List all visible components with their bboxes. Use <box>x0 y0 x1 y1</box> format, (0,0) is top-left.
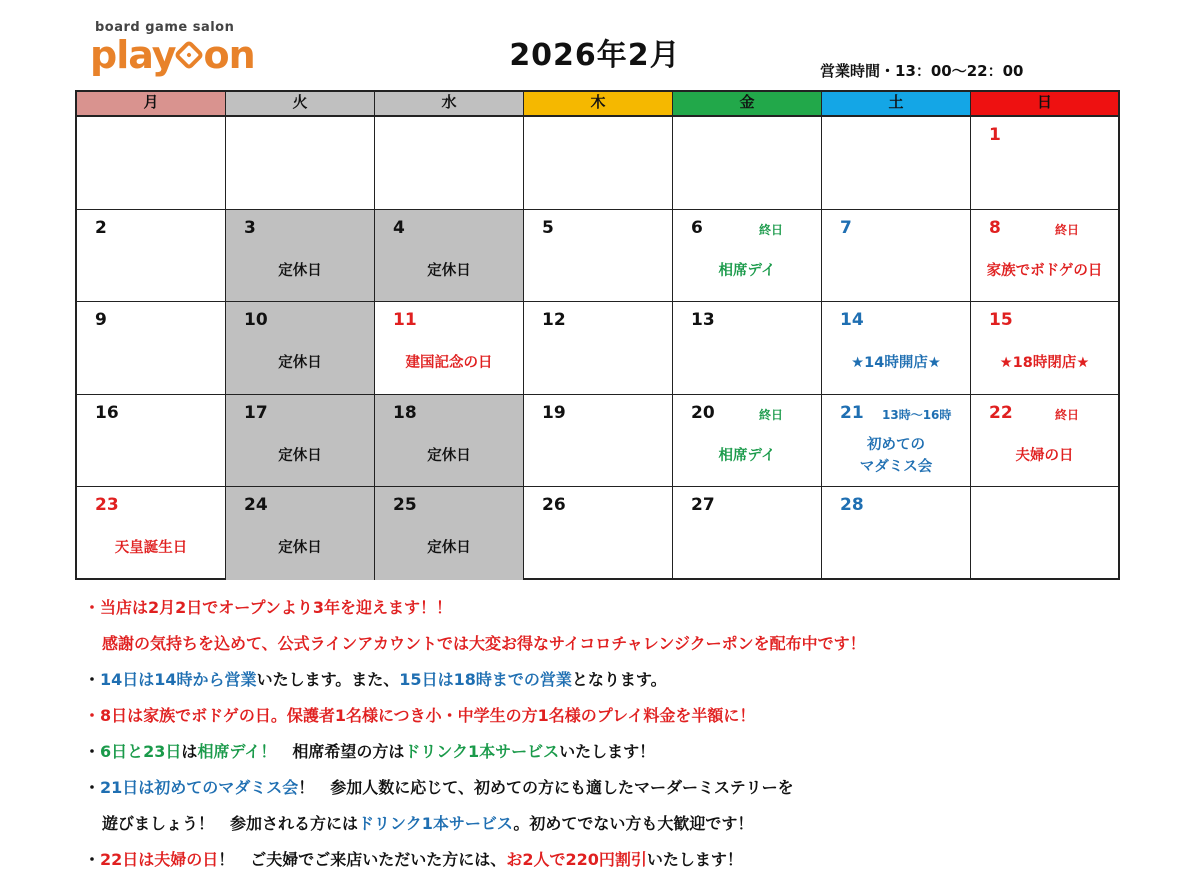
note-line: 定休日 <box>427 540 471 557</box>
day-cell <box>822 210 971 303</box>
day-number: 20 <box>691 402 715 423</box>
note-segment: 相席デイ！ <box>197 742 277 761</box>
day-number: 11 <box>393 310 417 331</box>
day-number: 21 <box>840 402 864 423</box>
note-segment: ・8日は家族でボドゲの日。保護者1名様につき小・中学生の方1名様のプレイ料金を半額に！ <box>84 706 756 725</box>
day-cell <box>971 210 1118 303</box>
day-number: 5 <box>542 217 554 238</box>
note-line: 定休日 <box>278 355 322 372</box>
day-cell <box>524 210 673 303</box>
note-item <box>84 740 1144 776</box>
event-note <box>822 352 970 374</box>
day-cell <box>375 117 524 210</box>
note-item <box>84 668 1144 704</box>
day-cell <box>673 117 822 210</box>
day-cell <box>822 117 971 210</box>
day-tag: 終日 <box>759 222 784 237</box>
day-number: 25 <box>393 495 417 516</box>
closed-label <box>375 537 523 559</box>
note-segment: ！ 参加人数に応じて、初めての方にも適したマーダーミステリーを <box>298 778 794 797</box>
note-segment: お2人で220円割引 <box>506 850 647 869</box>
day-cell <box>971 117 1118 210</box>
note-segment: 感謝の気持ちを込めて、公式ラインアカウントでは大変お得なサイコロチャレンジクーポンを配布中です！ <box>102 634 866 653</box>
day-number: 23 <box>95 495 119 516</box>
page-title: 2026年2月 <box>509 38 681 73</box>
day-tag: 13時〜16時 <box>882 407 952 422</box>
day-number: 26 <box>542 495 566 516</box>
day-cell <box>77 395 226 488</box>
note-segment: 。初めてでない方も大歓迎です！ <box>513 814 754 833</box>
notes-list <box>84 596 1144 884</box>
note-segment: いたします。また、 <box>256 670 400 689</box>
weekday-header: 金 <box>673 92 822 117</box>
day-number: 18 <box>393 402 417 423</box>
day-cell <box>971 395 1118 488</box>
note-segment: ・ <box>84 778 101 797</box>
note-line: 初めての <box>867 436 925 453</box>
weekday-header: 土 <box>822 92 971 117</box>
note-line: 定休日 <box>427 447 471 464</box>
day-cell <box>375 395 524 488</box>
day-number: 2 <box>95 217 107 238</box>
note-item <box>84 596 1144 632</box>
day-cell <box>226 487 375 580</box>
event-note <box>673 445 821 467</box>
logo-word-left: play <box>90 33 176 77</box>
day-number: 4 <box>393 217 405 238</box>
day-cell <box>375 302 524 395</box>
note-segment: いたします！ <box>559 742 656 761</box>
note-segment: ドリンク1本サービス <box>404 742 560 761</box>
note-line: 家族でボドゲの日 <box>986 262 1103 279</box>
note-segment: 15日は18時までの営業 <box>399 670 572 689</box>
weekday-header: 火 <box>226 92 375 117</box>
note-line: 定休日 <box>427 262 471 279</box>
day-number: 13 <box>691 310 715 331</box>
note-segment: は <box>181 742 198 761</box>
day-cell <box>822 487 971 580</box>
closed-label <box>226 352 374 374</box>
day-cell <box>226 117 375 210</box>
day-cell <box>77 210 226 303</box>
note-segment: 14日は14時から営業 <box>100 670 257 689</box>
event-note <box>375 352 523 374</box>
day-cell <box>524 302 673 395</box>
business-hours: 営業時間・13：00〜22：00 <box>820 62 1024 80</box>
note-line: 定休日 <box>278 540 322 557</box>
note-segment: ！ ご夫婦でご来店いただいた方には、 <box>218 850 507 869</box>
day-cell <box>971 487 1118 580</box>
note-line: 相席デイ <box>718 447 776 464</box>
note-segment: いたします！ <box>646 850 743 869</box>
note-segment: となります。 <box>571 670 667 689</box>
day-number: 28 <box>840 495 864 516</box>
day-cell <box>77 302 226 395</box>
day-number: 17 <box>244 402 268 423</box>
note-line: 定休日 <box>278 447 322 464</box>
day-number: 15 <box>989 310 1013 331</box>
closed-label <box>375 260 523 282</box>
day-cell <box>524 487 673 580</box>
day-tag: 終日 <box>1055 222 1080 237</box>
day-tag: 終日 <box>759 407 784 422</box>
weekday-header: 日 <box>971 92 1118 117</box>
note-segment: 21日は初めてのマダミス会 <box>100 778 299 797</box>
logo-wordmark <box>90 32 255 78</box>
note-segment: 6日と23日 <box>100 742 182 761</box>
weekday-header: 水 <box>375 92 524 117</box>
note-item <box>84 704 1144 740</box>
day-cell <box>673 302 822 395</box>
day-number: 27 <box>691 495 715 516</box>
day-cell <box>673 487 822 580</box>
note-item <box>84 776 1144 812</box>
event-note <box>822 434 970 478</box>
note-segment: 相席希望の方は <box>276 742 405 761</box>
day-tag: 終日 <box>1055 407 1080 422</box>
day-number: 9 <box>95 310 107 331</box>
event-note <box>673 260 821 282</box>
note-item <box>84 632 1144 668</box>
note-segment: ・当店は2月2日でオープンより3年を迎えます！！ <box>84 598 452 617</box>
day-cell <box>226 210 375 303</box>
day-cell <box>971 302 1118 395</box>
day-number: 12 <box>542 310 566 331</box>
note-segment: 遊びましょう！ 参加される方には <box>102 814 359 833</box>
note-segment: ・ <box>84 850 101 869</box>
event-note <box>77 537 225 559</box>
calendar-grid <box>75 90 1120 580</box>
day-cell <box>77 117 226 210</box>
note-segment: ・ <box>84 670 101 689</box>
note-segment: ・ <box>84 742 101 761</box>
weekday-header: 月 <box>77 92 226 117</box>
day-number: 22 <box>989 402 1013 423</box>
day-cell <box>673 210 822 303</box>
dice-icon <box>174 39 205 70</box>
note-line: 建国記念の日 <box>405 355 493 372</box>
note-item <box>84 812 1144 848</box>
logo <box>90 20 260 88</box>
day-number: 6 <box>691 217 703 238</box>
day-number: 1 <box>989 125 1001 145</box>
day-number: 14 <box>840 310 864 331</box>
day-cell <box>226 395 375 488</box>
day-number: 3 <box>244 217 256 238</box>
note-line: 夫婦の日 <box>1015 447 1074 464</box>
note-line: 相席デイ <box>718 262 776 279</box>
day-number: 7 <box>840 217 852 238</box>
note-line: ★14時開店★ <box>851 355 941 372</box>
weekday-header: 木 <box>524 92 673 117</box>
event-note <box>971 352 1118 374</box>
day-number: 24 <box>244 495 268 516</box>
day-cell <box>673 395 822 488</box>
logo-subtitle: board game salon <box>95 20 235 35</box>
day-number: 19 <box>542 402 566 423</box>
closed-label <box>226 537 374 559</box>
day-cell <box>524 395 673 488</box>
closed-label <box>226 260 374 282</box>
note-line: 定休日 <box>278 262 322 279</box>
note-item <box>84 848 1144 884</box>
day-cell <box>524 117 673 210</box>
day-cell <box>226 302 375 395</box>
note-line: 天皇誕生日 <box>114 540 188 557</box>
logo-word-right: on <box>203 33 255 77</box>
day-cell <box>375 487 524 580</box>
note-line: ★18時閉店★ <box>999 355 1090 372</box>
note-segment: ドリンク1本サービス <box>358 814 514 833</box>
day-number: 10 <box>244 310 268 331</box>
day-cell <box>77 487 226 580</box>
note-line: マダミス会 <box>859 458 933 475</box>
note-segment: 22日は夫婦の日 <box>100 850 219 869</box>
day-cell <box>822 302 971 395</box>
day-number: 16 <box>95 402 119 423</box>
day-cell <box>822 395 971 488</box>
day-cell <box>375 210 524 303</box>
closed-label <box>375 445 523 467</box>
event-note <box>971 445 1118 467</box>
closed-label <box>226 445 374 467</box>
day-number: 8 <box>989 217 1001 238</box>
event-note <box>971 260 1118 282</box>
